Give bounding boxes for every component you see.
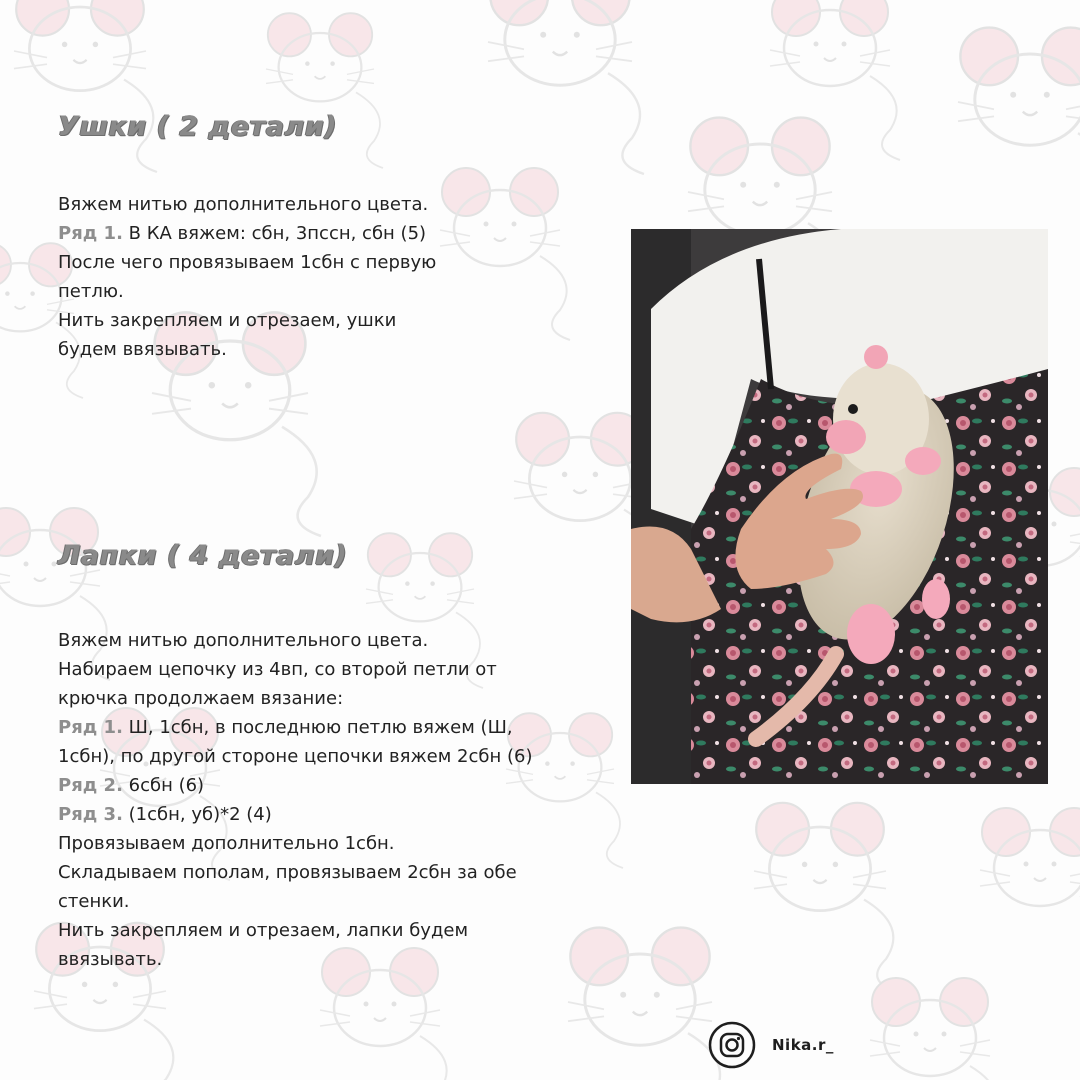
line-text: стенки. xyxy=(58,891,130,912)
instruction-line xyxy=(58,684,533,713)
instruction-line xyxy=(58,248,436,277)
row-label: Ряд 1. xyxy=(58,717,123,738)
section-title-ears: Ушки ( 2 детали) xyxy=(58,111,338,142)
instruction-line xyxy=(58,306,436,335)
instruction-line xyxy=(58,626,533,655)
instruction-line xyxy=(58,945,533,974)
row-label: Ряд 1. xyxy=(58,223,123,244)
row-label: Ряд 3. xyxy=(58,804,123,825)
instruction-line xyxy=(58,742,533,771)
instruction-line xyxy=(58,916,533,945)
line-text: (1сбн, уб)*2 (4) xyxy=(122,804,272,825)
line-text: будем ввязывать. xyxy=(58,339,227,360)
line-text: Нить закрепляем и отрезаем, лапки будем xyxy=(58,920,469,941)
line-text: Набираем цепочку из 4вп, со второй петли от xyxy=(58,659,497,680)
instruction-line xyxy=(58,335,436,364)
line-text: Провязываем дополнительно 1сбн. xyxy=(58,833,395,854)
instruction-line xyxy=(58,655,533,684)
section-title-paws: Лапки ( 4 детали) xyxy=(58,540,348,571)
instruction-line xyxy=(58,800,533,829)
instruction-line xyxy=(58,190,436,219)
instruction-line xyxy=(58,771,533,800)
line-text: 6сбн (6) xyxy=(122,775,205,796)
instruction-line xyxy=(58,277,436,306)
line-text: В КА вяжем: сбн, 3пссн, сбн (5) xyxy=(122,223,427,244)
line-text: Складываем пополам, провязываем 2сбн за обе xyxy=(58,862,517,883)
line-text: крючка продолжаем вязание: xyxy=(58,688,344,709)
ears-instructions xyxy=(58,190,436,364)
line-text: 1сбн), по другой стороне цепочки вяжем 2сбн (6) xyxy=(58,746,533,767)
instruction-line xyxy=(58,713,533,742)
footer xyxy=(708,1021,834,1069)
instruction-line xyxy=(58,887,533,916)
instruction-line xyxy=(58,219,436,248)
line-text: петлю. xyxy=(58,281,124,302)
instruction-line xyxy=(58,858,533,887)
line-text: Нить закрепляем и отрезаем, ушки xyxy=(58,310,397,331)
line-text: После чего провязываем 1сбн с первую xyxy=(58,252,437,273)
line-text: Вяжем нитью дополнительного цвета. xyxy=(58,194,429,215)
instruction-line xyxy=(58,829,533,858)
paws-instructions xyxy=(58,626,533,974)
row-label: Ряд 2. xyxy=(58,775,123,796)
line-text: ввязывать. xyxy=(58,949,163,970)
line-text: Ш, 1сбн, в последнюю петлю вяжем (Ш, xyxy=(122,717,513,738)
toy-mouse-photo xyxy=(631,229,1048,784)
line-text: Вяжем нитью дополнительного цвета. xyxy=(58,630,429,651)
instagram-icon[interactable] xyxy=(708,1021,756,1069)
instagram-handle[interactable]: Nika.r_ xyxy=(772,1036,834,1054)
